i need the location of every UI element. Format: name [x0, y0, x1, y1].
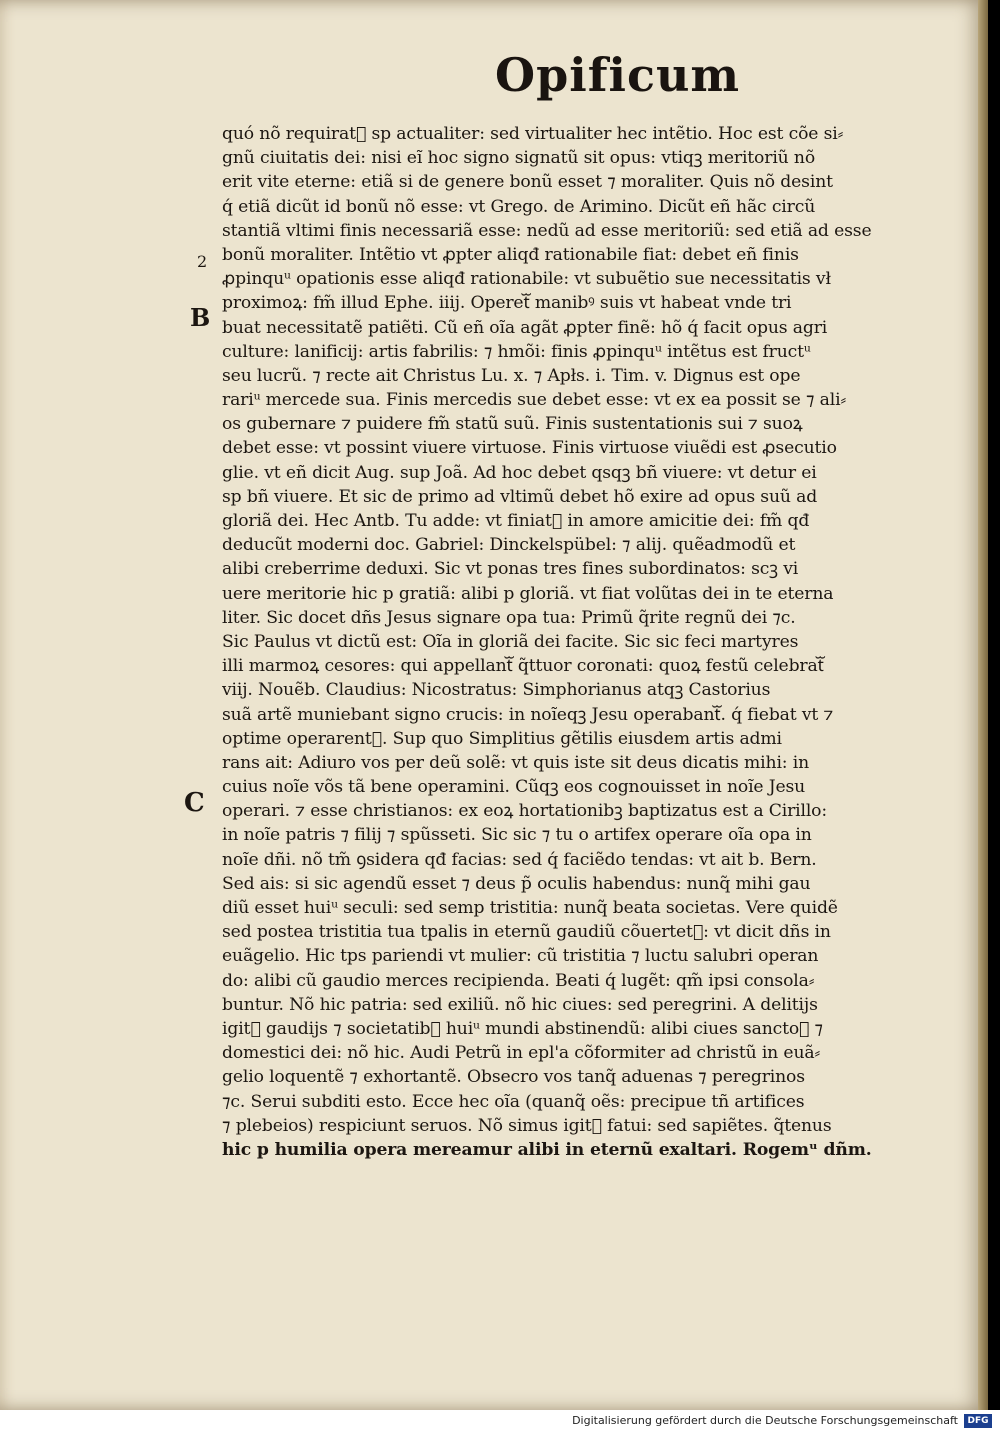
- text-line: ⁊ plebeios) respiciunt seruos. Nõ simus igitᷓ fatui: sed sapiẽtes. q̃tenus: [222, 1115, 832, 1136]
- text-line: noĩe dñi. nõ tm̃ ꝯsidera qđ facias: sed q́ faciẽdo tendas: vt ait b. Bern.: [222, 849, 817, 870]
- text-line: gloriã dei. Hec Antb. Tu adde: vt finiatᷓ in amore amicitie dei: fm̃ qđ: [222, 511, 810, 531]
- text-line: glie. vt eñ dicit Aug. sup Joã. Ad hoc debet qsqꝫ bñ viuere: vt detur ei: [222, 462, 817, 483]
- text-line: quó nõ requiratᷓ sp actualiter: sed virtualiter hec intẽtio. Hoc est cõe si⸗: [222, 124, 844, 144]
- text-line: deducũt moderni doc. Gabriel: Dinckelspübel: ⁊ alij. quẽadmodũ et: [222, 535, 796, 556]
- margin-note-3: C: [184, 788, 205, 818]
- margin-note-1: 2: [197, 252, 208, 271]
- text-line: diũ esset huiᵘ seculi: sed semp tristitia: nunq̃ beata societas. Vere quidẽ: [222, 898, 838, 918]
- text-line: q́ etiã dicũt id bonũ nõ esse: vt Grego. de Arimino. Dicũt eñ hãc circũ: [222, 196, 816, 217]
- body-text: [222, 122, 942, 1162]
- text-line: proximoꝝ: fm̃ illud Ephe. iiij. Operetᷓ manibꝰ suis vt habeat vnde tri: [222, 293, 792, 314]
- text-line: erit vite eterne: etiã si de genere bonũ esset ⁊ moraliter. Quis nõ desint: [222, 172, 833, 193]
- text-line: cuius noĩe võs tã bene operamini. Cũqꝫ eos cognouisset in noĩe Jesu: [222, 777, 806, 798]
- text-line: buat necessitatẽ patiẽti. Cũ eñ oĩa agãt ꝓpter finẽ: hõ q́ facit opus agri: [222, 317, 828, 338]
- text-line: do: alibi cũ gaudio merces recipienda. Beati q́ lugẽt: qm̃ ipsi consola⸗: [222, 970, 815, 991]
- page-edge: [978, 0, 988, 1410]
- text-line: uere meritorie hic p gratiã: alibi p gloriã. vt fiat volũtas dei in te eterna: [222, 583, 834, 604]
- margin-note-2: B: [190, 303, 211, 332]
- running-head: Opificum: [495, 48, 741, 102]
- text-line: Sic Paulus vt dictũ est: Oĩa in gloriã dei facite. Sic sic feci martyres: [222, 631, 799, 652]
- text-line: optime operarentᷓ. Sup quo Simplitius gẽtilis eiusdem artis admi: [222, 728, 782, 749]
- text-line: liter. Sic docet dñs Jesus signare opa tua: Primũ q̃rite regnũ dei ⁊c.: [222, 607, 796, 628]
- text-line: illi marmoꝝ cesores: qui appellantᷓ q̃ttuor coronati: quoꝝ festũ celebratᷓ: [222, 656, 824, 677]
- text-line: ꝓpinquᵘ opationis esse aliqđ rationabile: vt subuẽtio sue necessitatis vł: [222, 269, 831, 290]
- text-line: sed postea tristitia tua tpalis in eternũ gaudiũ cõuertetᷓ: vt dicit dñs in: [222, 922, 831, 943]
- dfg-logo-icon: DFG: [964, 1414, 992, 1428]
- text-line: debet esse: vt possint viuere virtuose. Finis virtuose viuẽdi est ꝓsecutio: [222, 438, 837, 459]
- text-line: gnũ ciuitatis dei: nisi eĩ hoc signo signatũ sit opus: vtiqꝫ meritoriũ nõ: [222, 148, 816, 169]
- text-line: seu lucrũ. ⁊ recte ait Christus Lu. x. ⁊ Apłs. i. Tim. v. Dignus est ope: [222, 365, 801, 386]
- text-line: alibi creberrime deduxi. Sic vt ponas tres fines subordinatos: scꝫ vi: [222, 559, 799, 580]
- text-line: stantiã vltimi finis necessariã esse: nedũ ad esse meritoriũ: sed etiã ad esse: [222, 220, 872, 241]
- text-line: euãgelio. Hic tps pariendi vt mulier: cũ tristitia ⁊ luctu salubri operan: [222, 946, 819, 967]
- text-line: buntur. Nõ hic patria: sed exiliũ. nõ hic ciues: sed peregrini. A delitijs: [222, 994, 818, 1015]
- text-line: viij. Nouẽb. Claudius: Nicostratus: Simphorianus atqꝫ Castorius: [222, 680, 771, 701]
- text-line: suã artẽ muniebant signo crucis: in noĩeqꝫ Jesu operabantᷓ. q́ fiebat vt ⁊: [222, 704, 834, 725]
- text-line: gelio loquentẽ ⁊ exhortantẽ. Obsecro vos tanq̃ aduenas ⁊ peregrinos: [222, 1067, 805, 1088]
- text-line: rariᵘ mercede sua. Finis mercedis sue debet esse: vt ex ea possit se ⁊ ali⸗: [222, 390, 847, 411]
- text-line: Sed ais: si sic agendũ esset ⁊ deus p̃ oculis habendus: nunq̃ mihi gau: [222, 873, 811, 894]
- text-line: ⁊c. Serui subditi esto. Ecce hec oĩa (quanq̃ oẽs: precipue tñ artifices: [222, 1091, 805, 1112]
- text-line: in noĩe patris ⁊ filij ⁊ spũsseti. Sic sic ⁊ tu o artifex operare oĩa opa in: [222, 825, 812, 846]
- funding-credit: Digitalisierung gefördert durch die Deutsche Forschungsgemeinschaft: [572, 1414, 958, 1427]
- text-line: rans ait: Adiuro vos per deũ solẽ: vt quis iste sit deus dicatis mihi: in: [222, 752, 810, 773]
- text-line: operari. ⁊ esse christianos: ex eoꝝ hortationibꝫ baptizatus est a Cirillo:: [222, 801, 828, 822]
- text-line: sp bñ viuere. Et sic de primo ad vltimũ debet hõ exire ad opus suũ ad: [222, 486, 818, 507]
- text-line: os gubernare ⁊ puidere fm̃ statũ suũ. Finis sustentationis sui ⁊ suoꝝ: [222, 414, 803, 435]
- text-line: bonũ moraliter. Intẽtio vt ꝓpter aliqđ rationabile fiat: debet eñ finis: [222, 244, 799, 265]
- text-line: culture: lanificij: artis fabrilis: ⁊ hmõi: finis ꝓpinquᵘ intẽtus est fructᵘ: [222, 341, 811, 362]
- text-line: igitᷓ gaudijs ⁊ societatibꝫ huiᵘ mundi abstinendũ: alibi ciues sanctoꝝ ⁊: [222, 1018, 823, 1039]
- text-line: hic p humilia opera mereamur alibi in eternũ exaltari. Rogemᵘ dñm.: [222, 1139, 872, 1160]
- text-line: domestici dei: nõ hic. Audi Petrũ in epl'a cõformiter ad christũ in euã⸗: [222, 1043, 821, 1064]
